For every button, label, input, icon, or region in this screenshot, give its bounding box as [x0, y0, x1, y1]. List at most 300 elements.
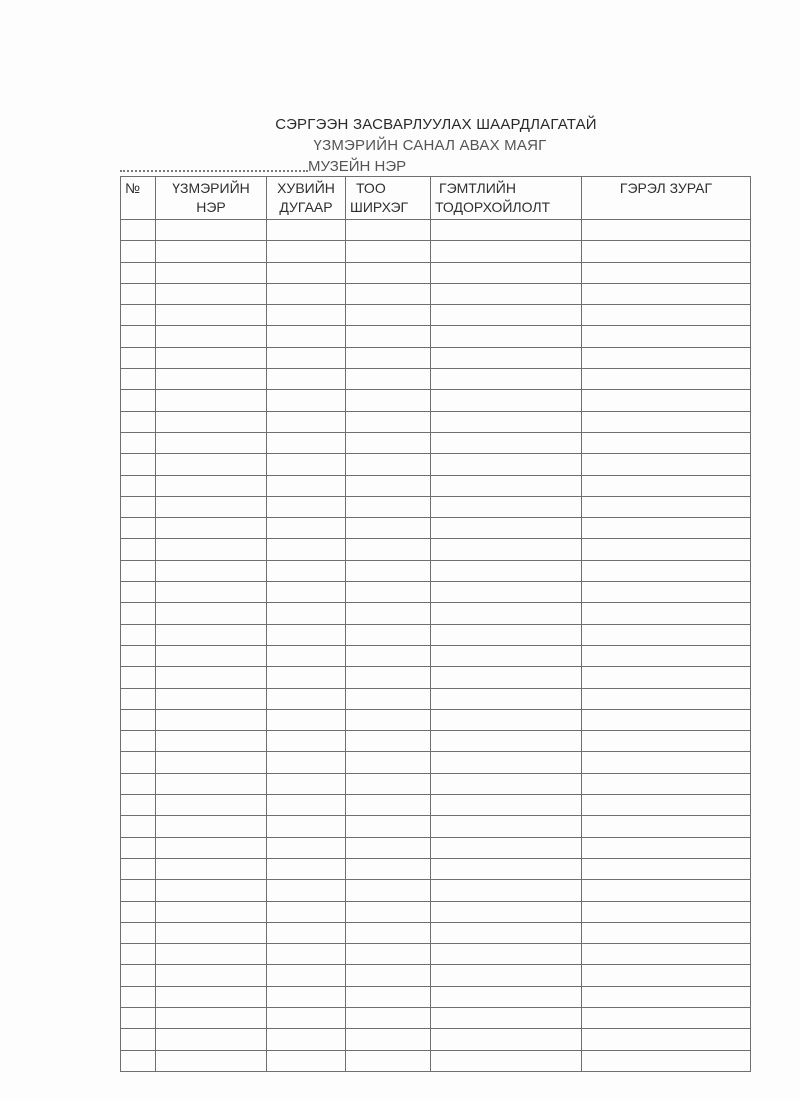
table-cell-photo[interactable] [582, 837, 751, 858]
table-cell-photo[interactable] [582, 560, 751, 581]
table-cell-no[interactable] [121, 305, 156, 326]
table-cell-quantity[interactable] [346, 667, 431, 688]
table-cell-quantity[interactable] [346, 944, 431, 965]
table-cell-quantity[interactable] [346, 475, 431, 496]
table-cell-quantity[interactable] [346, 283, 431, 304]
table-cell-name[interactable] [156, 922, 267, 943]
table-cell-number[interactable] [267, 518, 346, 539]
table-row [121, 773, 751, 794]
table-cell-photo[interactable] [582, 496, 751, 517]
table-cell-name[interactable] [156, 624, 267, 645]
table-cell-number[interactable] [267, 347, 346, 368]
table-cell-no[interactable] [121, 347, 156, 368]
table-cell-damage[interactable] [431, 709, 582, 730]
table-cell-quantity[interactable] [346, 858, 431, 879]
table-row [121, 305, 751, 326]
table-cell-name[interactable] [156, 326, 267, 347]
table-cell-photo[interactable] [582, 390, 751, 411]
table-cell-photo[interactable] [582, 752, 751, 773]
table-cell-photo[interactable] [582, 645, 751, 666]
table-cell-damage[interactable] [431, 518, 582, 539]
table-cell-quantity[interactable] [346, 965, 431, 986]
table-cell-no[interactable] [121, 241, 156, 262]
table-row [121, 731, 751, 752]
table-cell-damage[interactable] [431, 390, 582, 411]
table-cell-number[interactable] [267, 795, 346, 816]
table-cell-no[interactable] [121, 709, 156, 730]
table-cell-damage[interactable] [431, 1007, 582, 1028]
table-cell-photo[interactable] [582, 369, 751, 390]
table-cell-quantity[interactable] [346, 837, 431, 858]
table-cell-photo[interactable] [582, 773, 751, 794]
table-cell-photo[interactable] [582, 880, 751, 901]
table-cell-number[interactable] [267, 241, 346, 262]
table-cell-damage[interactable] [431, 645, 582, 666]
column-header-line1: ГЭМТЛИЙН [439, 180, 516, 196]
table-cell-quantity[interactable] [346, 880, 431, 901]
table-cell-photo[interactable] [582, 305, 751, 326]
table-cell-photo[interactable] [582, 709, 751, 730]
table-row [121, 326, 751, 347]
table-cell-quantity[interactable] [346, 539, 431, 560]
table-cell-quantity[interactable] [346, 1029, 431, 1050]
table-cell-name[interactable] [156, 496, 267, 517]
table-row [121, 518, 751, 539]
table-row [121, 475, 751, 496]
column-header-line1: ГЭРЭЛ ЗУРАГ [619, 180, 713, 196]
table-cell-damage[interactable] [431, 667, 582, 688]
table-cell-name[interactable] [156, 965, 267, 986]
table-cell-no[interactable] [121, 880, 156, 901]
table-cell-number[interactable] [267, 475, 346, 496]
column-header-line2: ТОДОРХОЙЛОЛТ [435, 199, 551, 215]
table-cell-photo[interactable] [582, 901, 751, 922]
table-cell-name[interactable] [156, 667, 267, 688]
table-cell-quantity[interactable] [346, 603, 431, 624]
table-cell-name[interactable] [156, 539, 267, 560]
table-cell-quantity[interactable] [346, 922, 431, 943]
table-cell-damage[interactable] [431, 773, 582, 794]
table-cell-damage[interactable] [431, 432, 582, 453]
table-cell-name[interactable] [156, 582, 267, 603]
table-cell-name[interactable] [156, 603, 267, 624]
table-cell-photo[interactable] [582, 688, 751, 709]
table-cell-number[interactable] [267, 773, 346, 794]
table-cell-damage[interactable] [431, 944, 582, 965]
table-cell-no[interactable] [121, 603, 156, 624]
table-row [121, 241, 751, 262]
table-cell-number[interactable] [267, 901, 346, 922]
table-cell-no[interactable] [121, 390, 156, 411]
table-cell-damage[interactable] [431, 326, 582, 347]
table-cell-no[interactable] [121, 645, 156, 666]
table-cell-quantity[interactable] [346, 369, 431, 390]
table-cell-damage[interactable] [431, 1029, 582, 1050]
table-cell-quantity[interactable] [346, 326, 431, 347]
table-cell-damage[interactable] [431, 560, 582, 581]
table-row [121, 795, 751, 816]
table-cell-damage[interactable] [431, 795, 582, 816]
table-row [121, 603, 751, 624]
table-row [121, 709, 751, 730]
table-cell-number[interactable] [267, 262, 346, 283]
table-cell-damage[interactable] [431, 858, 582, 879]
table-cell-damage[interactable] [431, 475, 582, 496]
table-cell-photo[interactable] [582, 582, 751, 603]
table-cell-quantity[interactable] [346, 1007, 431, 1028]
column-header-name [156, 177, 267, 220]
table-cell-photo[interactable] [582, 858, 751, 879]
table-cell-name[interactable] [156, 709, 267, 730]
column-header-no [121, 177, 156, 220]
table-cell-no[interactable] [121, 283, 156, 304]
table-cell-no[interactable] [121, 1029, 156, 1050]
table-cell-damage[interactable] [431, 539, 582, 560]
table-cell-no[interactable] [121, 922, 156, 943]
table-cell-photo[interactable] [582, 624, 751, 645]
table-cell-photo[interactable] [582, 944, 751, 965]
form-table-wrapper [120, 176, 732, 1060]
table-row [121, 1029, 751, 1050]
table-cell-number[interactable] [267, 369, 346, 390]
table-cell-no[interactable] [121, 496, 156, 517]
table-cell-name[interactable] [156, 773, 267, 794]
table-cell-photo[interactable] [582, 965, 751, 986]
table-cell-damage[interactable] [431, 901, 582, 922]
table-cell-quantity[interactable] [346, 220, 431, 241]
table-cell-name[interactable] [156, 390, 267, 411]
table-cell-damage[interactable] [431, 496, 582, 517]
table-cell-name[interactable] [156, 1029, 267, 1050]
table-cell-damage[interactable] [431, 241, 582, 262]
table-cell-damage[interactable] [431, 965, 582, 986]
table-row [121, 645, 751, 666]
table-row [121, 986, 751, 1007]
table-row [121, 262, 751, 283]
table-cell-damage[interactable] [431, 347, 582, 368]
table-cell-no[interactable] [121, 432, 156, 453]
table-cell-name[interactable] [156, 816, 267, 837]
table-cell-photo[interactable] [582, 262, 751, 283]
table-cell-photo[interactable] [582, 283, 751, 304]
table-cell-number[interactable] [267, 965, 346, 986]
table-cell-quantity[interactable] [346, 773, 431, 794]
table-row [121, 688, 751, 709]
table-row [121, 901, 751, 922]
table-cell-quantity[interactable] [346, 262, 431, 283]
table-cell-no[interactable] [121, 220, 156, 241]
table-cell-name[interactable] [156, 475, 267, 496]
table-cell-name[interactable] [156, 688, 267, 709]
table-cell-quantity[interactable] [346, 986, 431, 1007]
table-cell-name[interactable] [156, 283, 267, 304]
museum-name-field[interactable] [120, 158, 540, 178]
table-cell-quantity[interactable] [346, 390, 431, 411]
table-row [121, 837, 751, 858]
table-row [121, 752, 751, 773]
table-cell-no[interactable] [121, 773, 156, 794]
table-cell-quantity[interactable] [346, 432, 431, 453]
table-cell-name[interactable] [156, 1050, 267, 1071]
table-cell-number[interactable] [267, 220, 346, 241]
table-cell-name[interactable] [156, 241, 267, 262]
table-cell-photo[interactable] [582, 518, 751, 539]
table-cell-quantity[interactable] [346, 901, 431, 922]
table-cell-photo[interactable] [582, 475, 751, 496]
table-cell-no[interactable] [121, 1007, 156, 1028]
table-cell-no[interactable] [121, 752, 156, 773]
table-cell-number[interactable] [267, 582, 346, 603]
table-cell-name[interactable] [156, 645, 267, 666]
table-cell-no[interactable] [121, 858, 156, 879]
table-cell-damage[interactable] [431, 305, 582, 326]
table-row [121, 965, 751, 986]
table-cell-name[interactable] [156, 901, 267, 922]
table-cell-quantity[interactable] [346, 241, 431, 262]
table-cell-name[interactable] [156, 347, 267, 368]
table-cell-no[interactable] [121, 944, 156, 965]
table-cell-quantity[interactable] [346, 645, 431, 666]
table-row [121, 1007, 751, 1028]
table-cell-number[interactable] [267, 1050, 346, 1071]
table-cell-damage[interactable] [431, 1050, 582, 1071]
table-cell-number[interactable] [267, 731, 346, 752]
form-table [120, 176, 751, 1072]
table-cell-damage[interactable] [431, 624, 582, 645]
table-cell-no[interactable] [121, 475, 156, 496]
table-cell-damage[interactable] [431, 688, 582, 709]
table-row [121, 582, 751, 603]
table-cell-damage[interactable] [431, 262, 582, 283]
table-cell-no[interactable] [121, 411, 156, 432]
table-cell-no[interactable] [121, 1050, 156, 1071]
table-row [121, 539, 751, 560]
table-cell-number[interactable] [267, 603, 346, 624]
table-cell-name[interactable] [156, 944, 267, 965]
table-cell-photo[interactable] [582, 241, 751, 262]
column-header-line2: НЭР [196, 199, 226, 215]
table-cell-no[interactable] [121, 326, 156, 347]
table-cell-name[interactable] [156, 880, 267, 901]
column-header-line1: ХУВИЙН [277, 180, 335, 196]
table-cell-name[interactable] [156, 986, 267, 1007]
table-row [121, 411, 751, 432]
table-cell-number[interactable] [267, 816, 346, 837]
table-cell-photo[interactable] [582, 326, 751, 347]
table-cell-name[interactable] [156, 837, 267, 858]
table-cell-name[interactable] [156, 454, 267, 475]
table-cell-name[interactable] [156, 752, 267, 773]
table-row [121, 944, 751, 965]
table-cell-quantity[interactable] [346, 347, 431, 368]
table-cell-damage[interactable] [431, 816, 582, 837]
table-cell-number[interactable] [267, 922, 346, 943]
table-cell-number[interactable] [267, 709, 346, 730]
table-cell-quantity[interactable] [346, 454, 431, 475]
table-row [121, 922, 751, 943]
table-cell-photo[interactable] [582, 220, 751, 241]
table-cell-name[interactable] [156, 220, 267, 241]
table-cell-no[interactable] [121, 837, 156, 858]
table-cell-damage[interactable] [431, 454, 582, 475]
table-cell-damage[interactable] [431, 603, 582, 624]
table-cell-number[interactable] [267, 752, 346, 773]
table-cell-number[interactable] [267, 432, 346, 453]
table-cell-no[interactable] [121, 518, 156, 539]
table-cell-number[interactable] [267, 454, 346, 475]
table-cell-no[interactable] [121, 539, 156, 560]
table-cell-quantity[interactable] [346, 752, 431, 773]
table-cell-quantity[interactable] [346, 560, 431, 581]
museum-name-dotted-line [120, 170, 308, 172]
table-cell-photo[interactable] [582, 1029, 751, 1050]
table-cell-no[interactable] [121, 731, 156, 752]
table-cell-number[interactable] [267, 560, 346, 581]
table-cell-number[interactable] [267, 411, 346, 432]
table-cell-photo[interactable] [582, 986, 751, 1007]
table-cell-name[interactable] [156, 369, 267, 390]
table-cell-quantity[interactable] [346, 816, 431, 837]
table-cell-photo[interactable] [582, 922, 751, 943]
table-cell-damage[interactable] [431, 220, 582, 241]
table-cell-damage[interactable] [431, 837, 582, 858]
table-row [121, 667, 751, 688]
table-cell-damage[interactable] [431, 369, 582, 390]
table-cell-name[interactable] [156, 858, 267, 879]
table-cell-number[interactable] [267, 539, 346, 560]
table-cell-damage[interactable] [431, 880, 582, 901]
table-cell-photo[interactable] [582, 539, 751, 560]
table-cell-photo[interactable] [582, 347, 751, 368]
table-cell-name[interactable] [156, 262, 267, 283]
table-cell-photo[interactable] [582, 731, 751, 752]
table-cell-no[interactable] [121, 688, 156, 709]
table-cell-number[interactable] [267, 283, 346, 304]
form-title: СЭРГЭЭН ЗАСВАРЛУУЛАХ ШААРДЛАГАТАЙ [275, 116, 597, 133]
form-subtitle: ҮЗМЭРИЙН САНАЛ АВАХ МАЯГ [313, 137, 547, 154]
table-cell-no[interactable] [121, 624, 156, 645]
table-row [121, 624, 751, 645]
column-header-line2: ШИРХЭГ [350, 199, 409, 215]
table-cell-photo[interactable] [582, 667, 751, 688]
table-cell-number[interactable] [267, 1029, 346, 1050]
table-cell-number[interactable] [267, 944, 346, 965]
table-cell-photo[interactable] [582, 454, 751, 475]
column-header-quantity [346, 177, 431, 220]
table-cell-number[interactable] [267, 837, 346, 858]
table-cell-quantity[interactable] [346, 731, 431, 752]
table-cell-quantity[interactable] [346, 518, 431, 539]
table-cell-quantity[interactable] [346, 624, 431, 645]
table-cell-name[interactable] [156, 305, 267, 326]
table-cell-damage[interactable] [431, 752, 582, 773]
table-row [121, 369, 751, 390]
table-cell-number[interactable] [267, 880, 346, 901]
table-cell-photo[interactable] [582, 411, 751, 432]
table-cell-number[interactable] [267, 326, 346, 347]
table-cell-no[interactable] [121, 454, 156, 475]
table-cell-damage[interactable] [431, 283, 582, 304]
table-row [121, 347, 751, 368]
table-row [121, 880, 751, 901]
table-row [121, 560, 751, 581]
table-cell-number[interactable] [267, 986, 346, 1007]
table-row [121, 454, 751, 475]
table-cell-photo[interactable] [582, 1007, 751, 1028]
column-header-line2: ДУГААР [279, 199, 333, 215]
table-cell-number[interactable] [267, 645, 346, 666]
table-cell-no[interactable] [121, 667, 156, 688]
table-cell-number[interactable] [267, 688, 346, 709]
table-cell-name[interactable] [156, 560, 267, 581]
table-cell-photo[interactable] [582, 603, 751, 624]
table-cell-quantity[interactable] [346, 795, 431, 816]
table-cell-no[interactable] [121, 262, 156, 283]
table-cell-number[interactable] [267, 496, 346, 517]
column-header-damage [431, 177, 582, 220]
table-cell-number[interactable] [267, 858, 346, 879]
table-cell-no[interactable] [121, 986, 156, 1007]
table-cell-damage[interactable] [431, 582, 582, 603]
table-row [121, 1050, 751, 1071]
table-cell-damage[interactable] [431, 922, 582, 943]
table-header-row [121, 177, 751, 220]
table-cell-damage[interactable] [431, 411, 582, 432]
table-cell-no[interactable] [121, 560, 156, 581]
table-cell-photo[interactable] [582, 816, 751, 837]
table-cell-no[interactable] [121, 816, 156, 837]
table-cell-name[interactable] [156, 731, 267, 752]
table-cell-name[interactable] [156, 1007, 267, 1028]
table-cell-number[interactable] [267, 305, 346, 326]
table-row [121, 283, 751, 304]
table-row [121, 496, 751, 517]
table-cell-no[interactable] [121, 965, 156, 986]
table-cell-quantity[interactable] [346, 709, 431, 730]
table-cell-photo[interactable] [582, 795, 751, 816]
table-cell-quantity[interactable] [346, 582, 431, 603]
table-cell-number[interactable] [267, 624, 346, 645]
table-cell-quantity[interactable] [346, 496, 431, 517]
column-header-number [267, 177, 346, 220]
column-header-line1: № [125, 180, 141, 196]
column-header-line1: ҮЗМЭРИЙН [172, 180, 250, 196]
table-cell-name[interactable] [156, 518, 267, 539]
column-header-photo [582, 177, 751, 220]
table-cell-name[interactable] [156, 795, 267, 816]
table-cell-no[interactable] [121, 582, 156, 603]
table-cell-photo[interactable] [582, 1050, 751, 1071]
table-cell-quantity[interactable] [346, 305, 431, 326]
table-cell-name[interactable] [156, 411, 267, 432]
table-cell-number[interactable] [267, 667, 346, 688]
table-cell-number[interactable] [267, 1007, 346, 1028]
museum-name-label: МУЗЕЙН НЭР [308, 158, 407, 175]
table-cell-damage[interactable] [431, 731, 582, 752]
table-cell-quantity[interactable] [346, 688, 431, 709]
table-cell-damage[interactable] [431, 986, 582, 1007]
table-cell-quantity[interactable] [346, 1050, 431, 1071]
table-row [121, 220, 751, 241]
table-cell-photo[interactable] [582, 432, 751, 453]
table-cell-name[interactable] [156, 432, 267, 453]
table-cell-no[interactable] [121, 795, 156, 816]
table-cell-no[interactable] [121, 369, 156, 390]
table-cell-no[interactable] [121, 901, 156, 922]
table-cell-number[interactable] [267, 390, 346, 411]
table-cell-quantity[interactable] [346, 411, 431, 432]
table-row [121, 816, 751, 837]
